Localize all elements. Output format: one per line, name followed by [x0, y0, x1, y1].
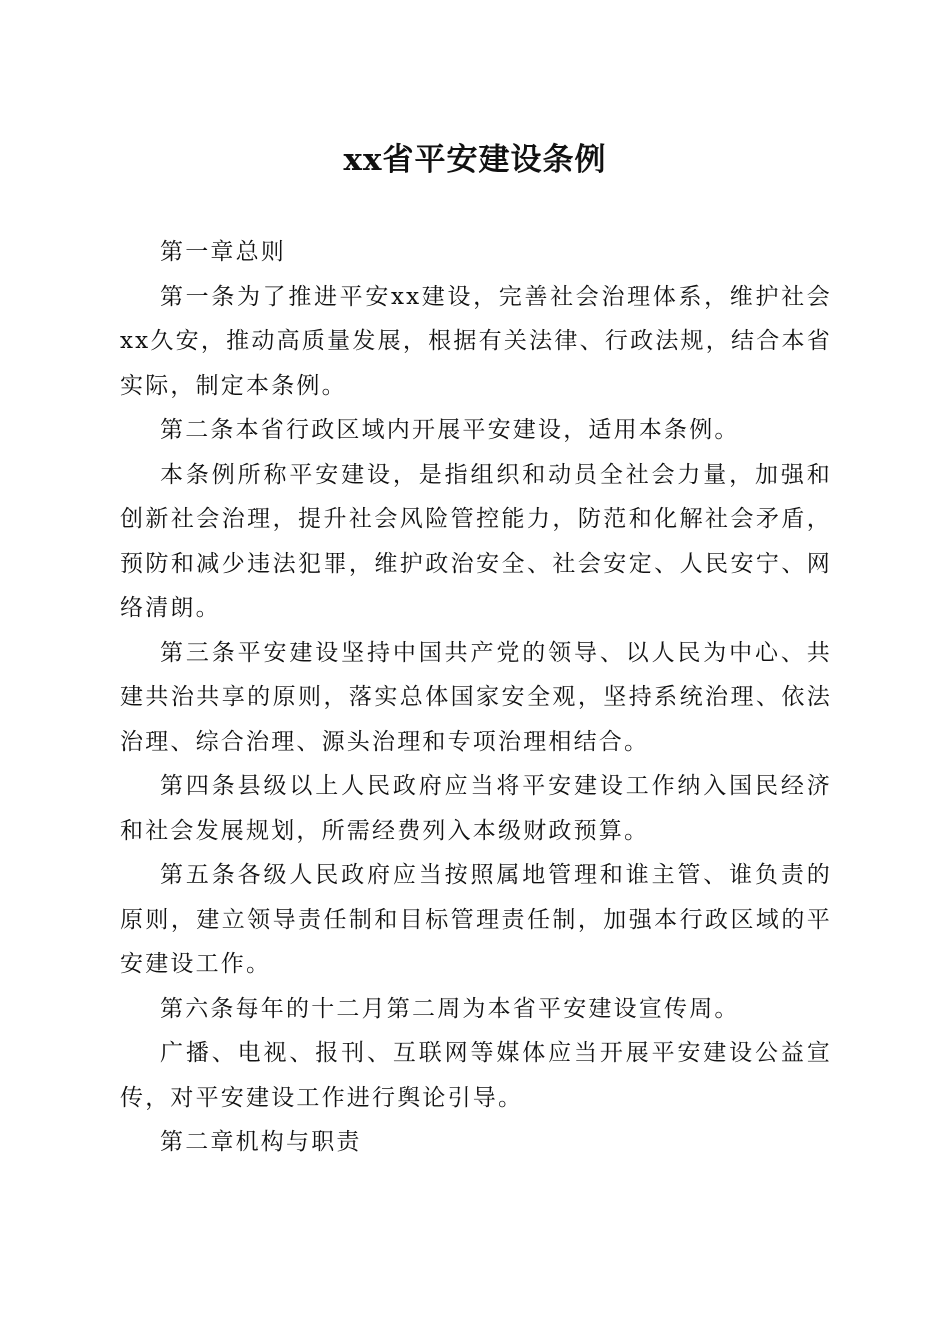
article-paragraph: 第六条每年的十二月第二周为本省平安建设宣传周。 [160, 995, 740, 1022]
document-title: xx省平安建设条例 [343, 142, 607, 178]
article-paragraph: 本条例所称平安建设，是指组织和动员全社会力量，加强和创新社会治理，提升社会风险管控能力，防范和化解社会矛盾，预防和减少违法犯罪，维护政治安全、社会安定、人民安宁、网络清朗。 [120, 461, 832, 621]
article-paragraph: 第三条平安建设坚持中国共产党的领导、以人民为中心、共建共治共享的原则，落实总体国家安全观，坚持系统治理、依法治理、综合治理、源头治理和专项治理相结合。 [120, 639, 832, 755]
chapter-heading: 第一章总则 [160, 239, 286, 265]
chapter-heading: 第二章机构与职责 [160, 1129, 362, 1155]
article-paragraph: 广播、电视、报刊、互联网等媒体应当开展平安建设公益宣传，对平安建设工作进行舆论引导。 [120, 1040, 832, 1111]
article-paragraph: 第五条各级人民政府应当按照属地管理和谁主管、谁负责的原则，建立领导责任制和目标管理责任制，加强本行政区域的平安建设工作。 [120, 862, 832, 977]
document-body [120, 230, 832, 1165]
article-paragraph: 第一条为了推进平安xx建设，完善社会治理体系，维护社会xx久安，推动高质量发展，根据有关法律、行政法规，结合本省实际，制定本条例。 [120, 283, 832, 399]
article-paragraph: 第二条本省行政区域内开展平安建设，适用本条例。 [160, 417, 740, 443]
article-paragraph: 第四条县级以上人民政府应当将平安建设工作纳入国民经济和社会发展规划，所需经费列入本级财政预算。 [120, 773, 832, 844]
